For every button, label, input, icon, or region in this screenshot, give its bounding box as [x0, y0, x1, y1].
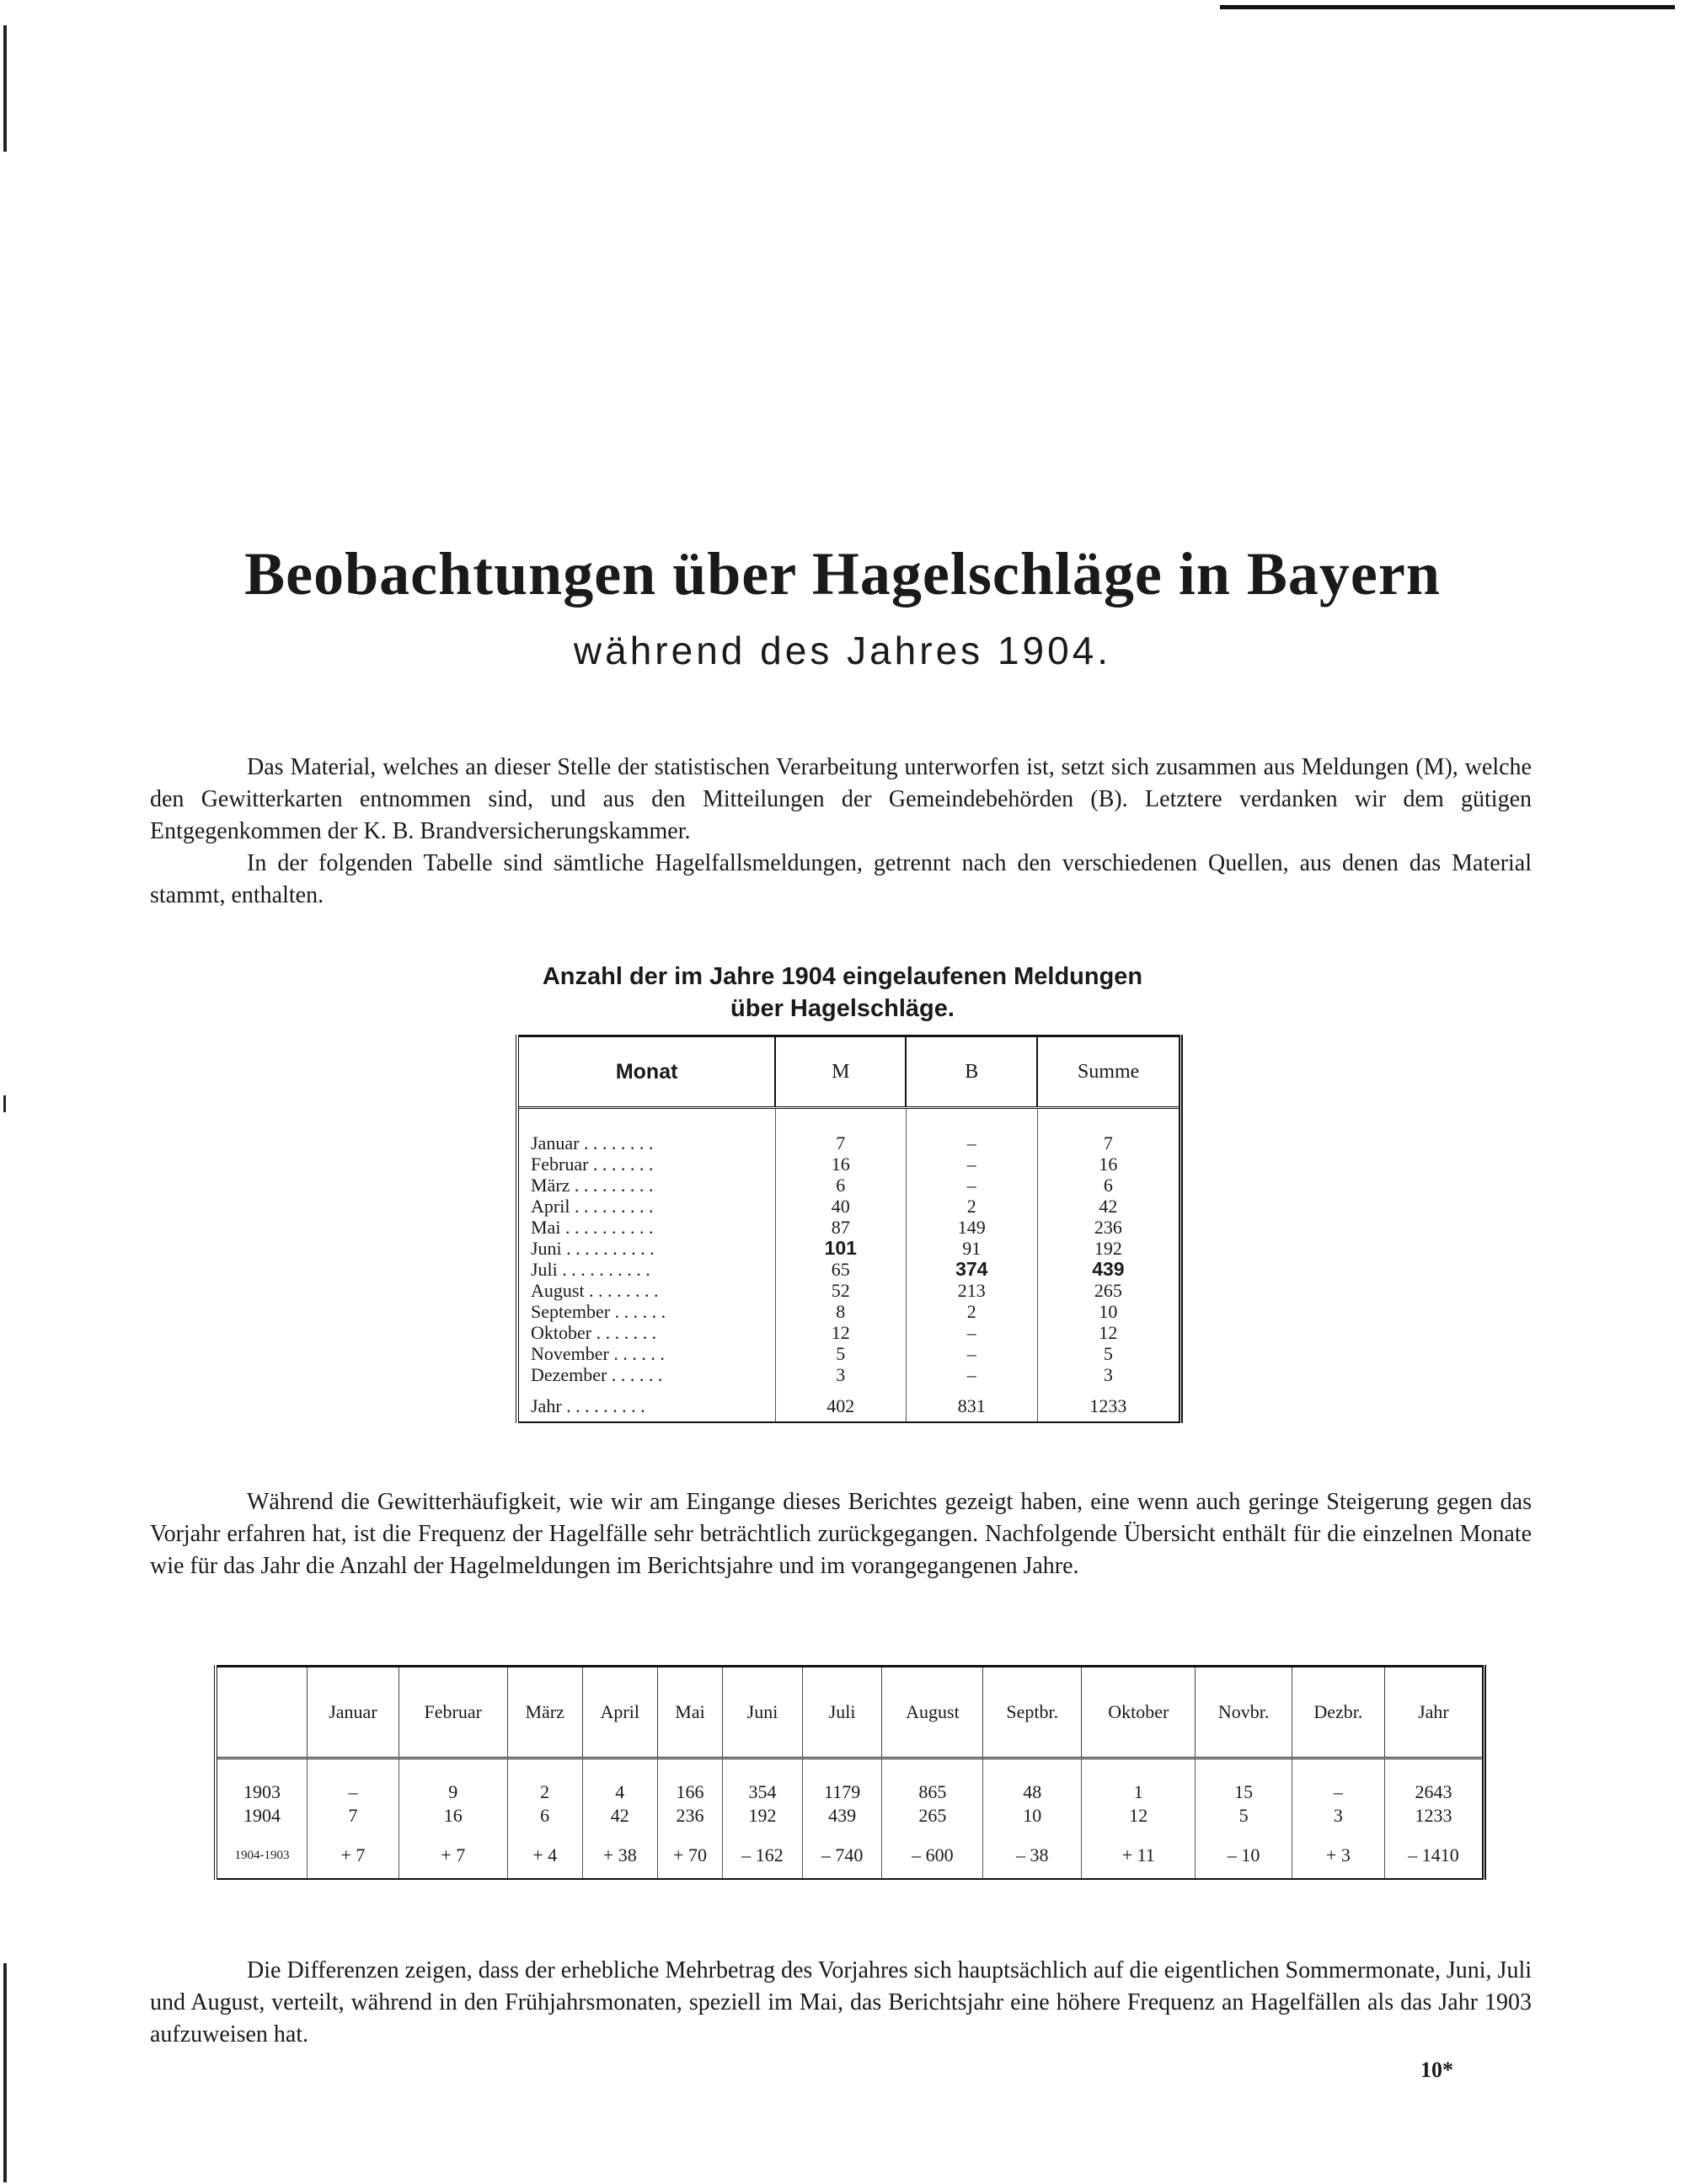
column-header: April	[582, 1667, 657, 1758]
table1-title-line: über Hagelschläge.	[730, 995, 955, 1022]
column-header: Novbr.	[1196, 1667, 1292, 1758]
m-cell: 3	[775, 1364, 906, 1385]
sum-cell: 42	[1037, 1196, 1180, 1217]
value-cell: 5	[1196, 1804, 1292, 1828]
closing-paragraph: Die Differenzen zeigen, dass der erhebliche Mehrbetrag des Vorjahres sich hauptsächlich auf die eigentlichen Sommermonate, Juni, Juli und August, verteilt, während in den Frühjahrsmonaten, speziell im Mai, das Berichtsjahr eine höhere Frequenz an Hagelfällen als das Jahr 1903 aufzuweisen hat.	[150, 1957, 1532, 2048]
m-cell: 5	[775, 1343, 906, 1364]
table-row	[517, 1238, 1181, 1259]
value-cell: – 38	[983, 1828, 1082, 1879]
month-cell: Februar . . . . . . .	[531, 1154, 654, 1175]
value-cell: – 10	[1196, 1828, 1292, 1879]
middle-paragraph: Während die Gewitterhäufigkeit, wie wir am Eingange dieses Berichtes gezeigt haben, eine wenn auch geringe Steigerung gegen das Vorjahr erfahren hat, ist die Frequenz der Hagelfälle sehr beträchtlich zurückgegangen. Nachfolgende Übersicht enthält für die einzelnen Monate wie für das Jahr die Anzahl der Hagelmeldungen im Berichtsjahre und im vorangegangenen Jahre.	[150, 1489, 1532, 1579]
value-cell: 10	[983, 1804, 1082, 1828]
b-cell: –	[906, 1108, 1037, 1154]
value-cell: 48	[983, 1758, 1082, 1805]
column-header: Juli	[802, 1667, 882, 1758]
total-row	[517, 1385, 1181, 1422]
month-cell: Januar . . . . . . . .	[531, 1132, 654, 1154]
column-header: Summe	[1037, 1036, 1180, 1108]
m-cell: 7	[775, 1108, 906, 1154]
middle-text	[150, 1486, 1532, 1582]
column-header: B	[906, 1036, 1037, 1108]
scan-edge-mark	[3, 25, 7, 152]
b-cell: 2	[906, 1196, 1037, 1217]
table-row	[517, 1259, 1181, 1280]
difference-row	[216, 1828, 1484, 1879]
value-cell: – 740	[802, 1828, 882, 1879]
m-cell: 402	[775, 1385, 906, 1422]
month-cell: Oktober . . . . . . .	[531, 1322, 657, 1343]
column-header: August	[882, 1667, 983, 1758]
table-row	[517, 1154, 1181, 1175]
value-cell: 2	[507, 1758, 582, 1805]
value-cell: 865	[882, 1758, 983, 1805]
m-cell: 12	[775, 1322, 906, 1343]
column-header: Monat	[517, 1036, 775, 1108]
column-header: Dezbr.	[1292, 1667, 1384, 1758]
scan-edge-mark	[3, 1095, 6, 1112]
value-cell: + 11	[1082, 1828, 1196, 1879]
month-cell: September . . . . . .	[531, 1301, 666, 1322]
column-header	[216, 1667, 308, 1758]
sum-cell: 6	[1037, 1175, 1180, 1196]
m-cell: 87	[775, 1217, 906, 1238]
month-cell: Juli . . . . . . . . . .	[531, 1259, 650, 1280]
column-header: März	[507, 1667, 582, 1758]
value-cell: 9	[399, 1758, 507, 1805]
month-cell: November . . . . . .	[531, 1343, 665, 1364]
value-cell: 6	[507, 1804, 582, 1828]
m-cell: 8	[775, 1301, 906, 1322]
table-header-row	[517, 1036, 1181, 1108]
value-cell: 439	[802, 1804, 882, 1828]
column-header: Januar	[308, 1667, 399, 1758]
table-row	[517, 1217, 1181, 1238]
year-cell: 1903	[243, 1781, 281, 1802]
page-title: Beobachtungen über Hagelschläge in Bayern	[244, 540, 1441, 608]
b-cell: –	[906, 1175, 1037, 1196]
top-rule	[1220, 5, 1675, 9]
reports-table	[516, 1035, 1183, 1423]
b-cell: –	[906, 1322, 1037, 1343]
column-header: Februar	[399, 1667, 507, 1758]
table-row	[517, 1322, 1181, 1343]
value-cell: 42	[582, 1804, 657, 1828]
comparison-table	[214, 1665, 1486, 1880]
sum-cell: 5	[1037, 1343, 1180, 1364]
b-cell: 831	[906, 1385, 1037, 1422]
month-cell: April . . . . . . . . .	[531, 1196, 654, 1217]
month-cell: Mai . . . . . . . . . .	[531, 1217, 654, 1238]
month-cell: August . . . . . . . .	[531, 1280, 659, 1301]
m-cell: 40	[775, 1196, 906, 1217]
page-subtitle: während des Jahres 1904.	[573, 629, 1112, 672]
b-cell: –	[906, 1154, 1037, 1175]
month-cell: März . . . . . . . . .	[531, 1175, 654, 1196]
page-number: 10*	[1420, 2058, 1453, 2082]
column-header: Oktober	[1082, 1667, 1196, 1758]
value-cell: –	[308, 1758, 399, 1805]
sum-cell: 7	[1037, 1108, 1180, 1154]
column-header: M	[775, 1036, 906, 1108]
value-cell: 16	[399, 1804, 507, 1828]
table-row	[517, 1196, 1181, 1217]
table-row	[517, 1108, 1181, 1154]
intro-paragraph: Das Material, welches an dieser Stelle der statistischen Verarbeitung unterworfen ist, setzt sich zusammen aus Meldungen (M), welche den Gewitterkarten entnommen sind, und aus den Mitteilungen der Gemeindebehörden (B). Letztere verdanken wir dem gütigen Entgegenkommen der K. B. Brandversicherungskammer.	[150, 754, 1532, 844]
table1-title	[0, 961, 1685, 1025]
b-cell: 149	[906, 1217, 1037, 1238]
value-cell: –	[1292, 1758, 1384, 1805]
intro-text	[150, 752, 1532, 912]
sum-cell: 1233	[1037, 1385, 1180, 1422]
value-cell: + 7	[399, 1828, 507, 1879]
value-cell: – 162	[723, 1828, 803, 1879]
b-cell: 2	[906, 1301, 1037, 1322]
table1-title-line: Anzahl der im Jahre 1904 eingelaufenen Meldungen	[542, 963, 1143, 990]
value-cell: – 600	[882, 1828, 983, 1879]
value-cell: + 7	[308, 1828, 399, 1879]
m-cell: 101	[775, 1238, 906, 1259]
value-cell: 1233	[1384, 1804, 1484, 1828]
value-cell: + 38	[582, 1828, 657, 1879]
sum-cell: 439	[1037, 1259, 1180, 1280]
table-row	[216, 1804, 1484, 1828]
sum-cell: 16	[1037, 1154, 1180, 1175]
value-cell: 4	[582, 1758, 657, 1805]
value-cell: 2643	[1384, 1758, 1484, 1805]
column-header: Septbr.	[983, 1667, 1082, 1758]
value-cell: 3	[1292, 1804, 1384, 1828]
table-row	[517, 1301, 1181, 1322]
m-cell: 6	[775, 1175, 906, 1196]
sum-cell: 10	[1037, 1301, 1180, 1322]
table-header-row	[216, 1667, 1484, 1758]
table-row	[517, 1280, 1181, 1301]
table-row	[517, 1343, 1181, 1364]
value-cell: 354	[723, 1758, 803, 1805]
value-cell: + 4	[507, 1828, 582, 1879]
month-cell: Jahr . . . . . . . . .	[531, 1395, 645, 1416]
value-cell: 265	[882, 1804, 983, 1828]
value-cell: 1	[1082, 1758, 1196, 1805]
sum-cell: 265	[1037, 1280, 1180, 1301]
table-row	[216, 1758, 1484, 1805]
year-cell: 1904	[243, 1805, 281, 1826]
m-cell: 65	[775, 1259, 906, 1280]
scan-edge-mark	[3, 1963, 7, 2182]
m-cell: 52	[775, 1280, 906, 1301]
value-cell: 12	[1082, 1804, 1196, 1828]
value-cell: + 70	[657, 1828, 722, 1879]
column-header: Juni	[723, 1667, 803, 1758]
b-cell: –	[906, 1364, 1037, 1385]
month-cell: Juni . . . . . . . . . .	[531, 1238, 655, 1259]
value-cell: 1179	[802, 1758, 882, 1805]
b-cell: 91	[906, 1238, 1037, 1259]
column-header: Jahr	[1384, 1667, 1484, 1758]
closing-text	[150, 1955, 1532, 2051]
value-cell: – 1410	[1384, 1828, 1484, 1879]
value-cell: + 3	[1292, 1828, 1384, 1879]
value-cell: 15	[1196, 1758, 1292, 1805]
sum-cell: 236	[1037, 1217, 1180, 1238]
intro-paragraph: In der folgenden Tabelle sind sämtliche Hagelfallsmeldungen, getrennt nach den verschiedenen Quellen, aus denen das Material stammt, enthalten.	[150, 850, 1532, 908]
column-header: Mai	[657, 1667, 722, 1758]
table-row	[517, 1364, 1181, 1385]
month-cell: Dezember . . . . . .	[531, 1364, 663, 1385]
sum-cell: 12	[1037, 1322, 1180, 1343]
sum-cell: 3	[1037, 1364, 1180, 1385]
b-cell: –	[906, 1343, 1037, 1364]
value-cell: 7	[308, 1804, 399, 1828]
value-cell: 166	[657, 1758, 722, 1805]
b-cell: 213	[906, 1280, 1037, 1301]
value-cell: 192	[723, 1804, 803, 1828]
sum-cell: 192	[1037, 1238, 1180, 1259]
year-cell: 1904-1903	[234, 1849, 290, 1862]
table-row	[517, 1175, 1181, 1196]
value-cell: 236	[657, 1804, 722, 1828]
m-cell: 16	[775, 1154, 906, 1175]
b-cell: 374	[906, 1259, 1037, 1280]
